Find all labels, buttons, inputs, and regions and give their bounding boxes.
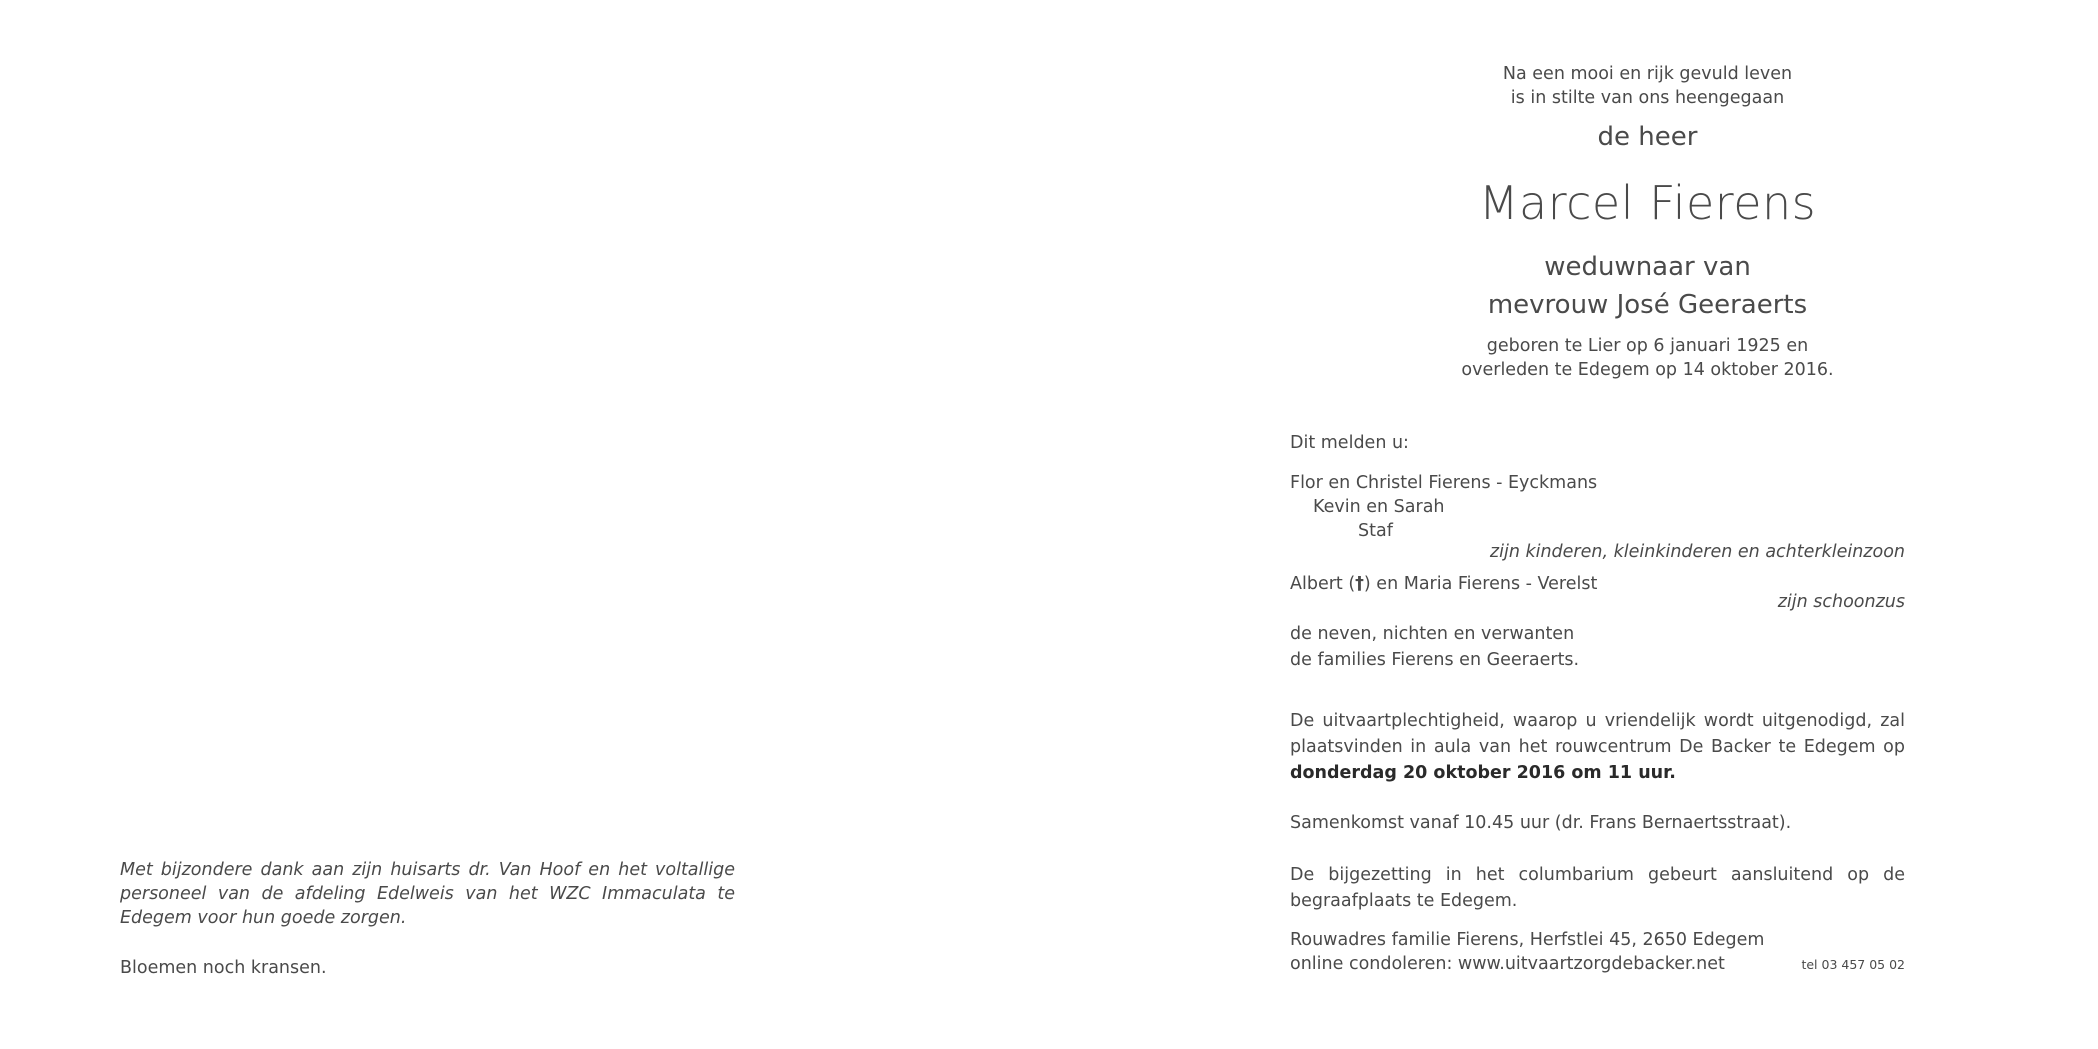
funeral-text: De uitvaartplechtigheid, waarop u vriendelijk wordt uitgenodigd, zal plaatsvinden in aula van het rouwcentrum De Backer te Edegem op xyxy=(1290,711,1905,757)
intro-line-2: is in stilte van ons heengegaan xyxy=(1510,88,1785,108)
family-line: Kevin en Sarah xyxy=(1313,497,1445,517)
died-line: overleden te Edegem op 14 oktober 2016. xyxy=(1461,360,1834,380)
family-line: Staf xyxy=(1358,521,1393,541)
telephone: tel 03 457 05 02 xyxy=(1801,957,1905,972)
funeral-date: donderdag 20 oktober 2016 om 11 uur. xyxy=(1290,763,1676,783)
family-line: Flor en Christel Fierens - Eyckmans xyxy=(1290,473,1598,493)
online-condolences: online condoleren: www.uitvaartzorgdebacker.net xyxy=(1290,954,1725,974)
life-dates xyxy=(1280,334,2015,382)
cross-icon: † xyxy=(1355,574,1364,594)
families-line: de families Fierens en Geeraerts. xyxy=(1290,650,1580,670)
relation-sister-in-law: zijn schoonzus xyxy=(1777,592,1905,612)
intro-text xyxy=(1280,62,2015,110)
widower-of xyxy=(1280,248,2015,324)
widow-line-2: mevrouw José Geeraerts xyxy=(1487,290,1808,320)
family-children xyxy=(1290,471,1905,543)
family-line-suffix: ) en Maria Fierens - Verelst xyxy=(1363,574,1598,594)
widow-line-1: weduwnaar van xyxy=(1544,252,1751,282)
meeting-info: Samenkomst vanaf 10.45 uur (dr. Frans Bernaertsstraat). xyxy=(1290,813,1792,833)
deceased-name: Marcel Fierens xyxy=(1478,176,1817,230)
born-line: geboren te Lier op 6 januari 1925 en xyxy=(1486,336,1809,356)
thanks-text: Met bijzondere dank aan zijn huisarts dr. Van Hoof en het voltallige personeel van de afdeling Edelweis van het WZC Immaculata te Edegem voor hun goede zorgen. xyxy=(120,860,735,928)
honorific: de heer xyxy=(1597,122,1698,152)
burial-info: De bijgezetting in het columbarium gebeurt aansluitend op de begraafplaats te Edegem. xyxy=(1290,865,1905,911)
family-relatives xyxy=(1290,621,1905,673)
relation-children: zijn kinderen, kleinkinderen en achterkleinzoon xyxy=(1489,542,1905,562)
right-page xyxy=(1049,0,2098,1049)
funeral-info xyxy=(1290,708,1905,786)
announcement-intro: Dit melden u: xyxy=(1290,433,1409,453)
intro-line-1: Na een mooi en rijk gevuld leven xyxy=(1502,64,1793,84)
relatives-line: de neven, nichten en verwanten xyxy=(1290,624,1575,644)
mourning-address: Rouwadres familie Fierens, Herfstlei 45, 2650 Edegem xyxy=(1290,930,1765,950)
family-line-prefix: Albert ( xyxy=(1290,574,1356,594)
flowers-note: Bloemen noch kransen. xyxy=(120,958,327,978)
